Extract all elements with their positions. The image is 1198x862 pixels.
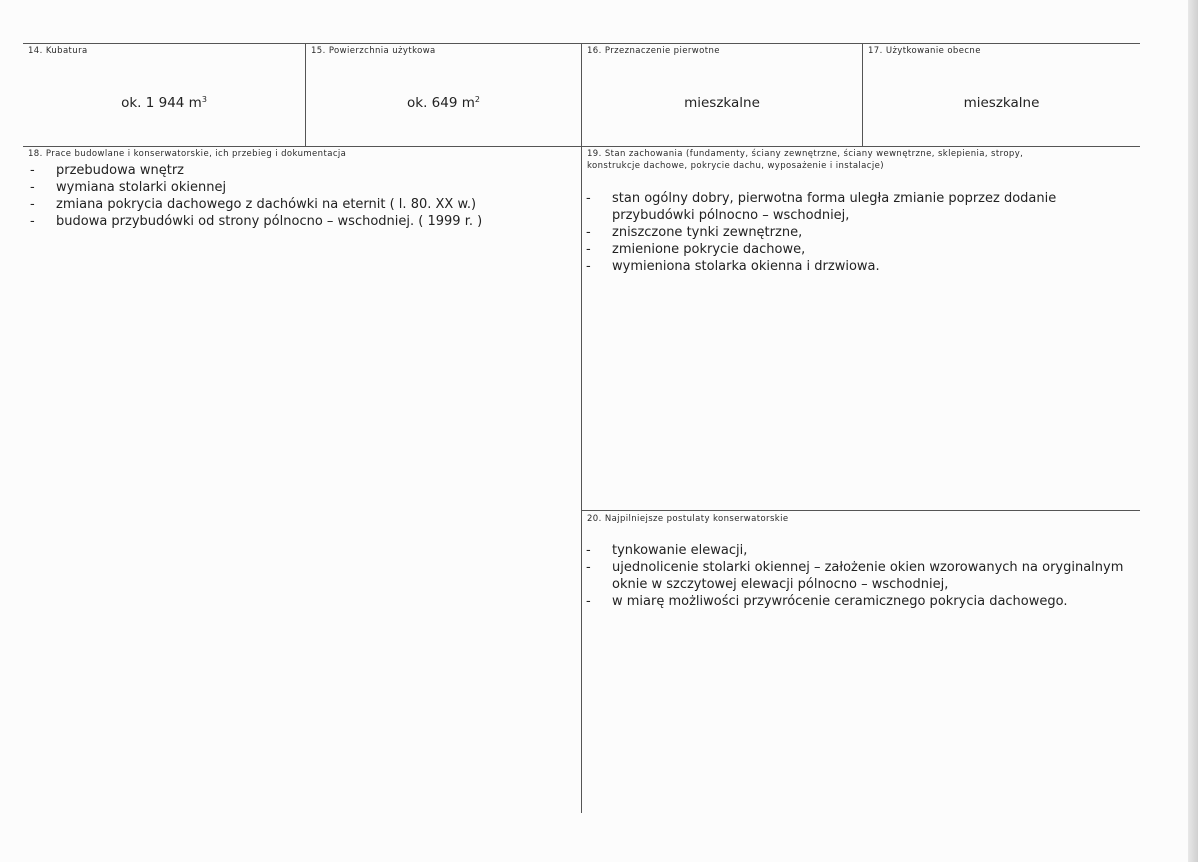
- field-14-label: 14. Kubatura: [28, 46, 88, 56]
- list-item-text: budowa przybudówki od strony pólnocno – wschodniej. ( 1999 r. ): [56, 214, 483, 229]
- field-19-label-line1: 19. Stan zachowania (fundamenty, ściany zewnętrzne, ściany wewnętrzne, sklepienia, stropy,: [587, 149, 1024, 159]
- list-item-text: przebudowa wnętrz: [56, 163, 184, 178]
- bullet-dash: -: [586, 225, 591, 240]
- divider-main: [581, 43, 582, 813]
- field-15-value-text: ok. 649 m: [407, 95, 475, 111]
- field-16-label: 16. Przeznaczenie pierwotne: [587, 46, 720, 56]
- field-20-label: 20. Najpilniejsze postulaty konserwatorskie: [587, 514, 789, 524]
- list-item-text: tynkowanie elewacji,: [612, 543, 748, 558]
- field-18-list: [30, 162, 570, 230]
- list-item: [30, 213, 570, 230]
- list-item: [586, 559, 1136, 593]
- bullet-dash: -: [586, 560, 591, 575]
- field-17-value: mieszkalne: [963, 95, 1040, 111]
- field-17-label: 17. Użytkowanie obecne: [868, 46, 981, 56]
- bullet-dash: -: [30, 163, 35, 178]
- bullet-dash: -: [30, 214, 35, 229]
- bullet-dash: -: [586, 543, 591, 558]
- list-item-text: wymiana stolarki okiennej: [56, 180, 227, 195]
- field-14-value: [23, 95, 305, 111]
- list-item: [30, 162, 570, 179]
- field-15-value-sup: 2: [474, 95, 480, 104]
- list-item-text: wymieniona stolarka okienna i drzwiowa.: [612, 259, 880, 274]
- list-item: [586, 241, 1076, 258]
- list-item: [586, 190, 1076, 224]
- list-item: [586, 258, 1076, 275]
- bullet-dash: -: [586, 259, 591, 274]
- rule-section-20: [582, 510, 1140, 511]
- list-item-text: zmienione pokrycie dachowe,: [612, 242, 806, 257]
- field-18-label: 18. Prace budowlane i konserwatorskie, ich przebieg i dokumentacja: [28, 149, 347, 159]
- list-item: [586, 224, 1076, 241]
- list-item: [586, 542, 1136, 559]
- bullet-dash: -: [30, 180, 35, 195]
- list-item-text: ujednolicenie stolarki okiennej – założenie okien wzorowanych na oryginalnym oknie w szczytowej elewacji pólnocno – wschodniej,: [612, 560, 1124, 592]
- list-item-text: zmiana pokrycia dachowego z dachówki na eternit ( l. 80. XX w.): [56, 197, 477, 212]
- list-item-text: zniszczone tynki zewnętrzne,: [612, 225, 803, 240]
- field-15-value: [306, 95, 581, 111]
- bullet-dash: -: [586, 191, 591, 206]
- list-item-text: stan ogólny dobry, pierwotna forma uległa zmianie poprzez dodanie przybudówki pólnocno – wschodniej,: [612, 191, 1057, 223]
- bullet-dash: -: [586, 594, 591, 609]
- bullet-dash: -: [30, 197, 35, 212]
- field-19-label-line2: konstrukcje dachowe, pokrycie dachu, wyposażenie i instalacje): [587, 161, 884, 171]
- bullet-dash: -: [586, 242, 591, 257]
- field-19-list: [586, 190, 1076, 275]
- field-20-list: [586, 542, 1136, 610]
- list-item-text: w miarę możliwości przywrócenie ceramicznego pokrycia dachowego.: [612, 594, 1068, 609]
- list-item: [30, 196, 570, 213]
- field-15-label: 15. Powierzchnia użytkowa: [311, 46, 436, 56]
- list-item: [586, 593, 1136, 610]
- field-16-value: mieszkalne: [684, 95, 760, 111]
- scan-edge-shadow: [1188, 0, 1198, 862]
- list-item: [30, 179, 570, 196]
- field-14-value-sup: 3: [201, 95, 207, 104]
- field-14-value-text: ok. 1 944 m: [121, 95, 202, 111]
